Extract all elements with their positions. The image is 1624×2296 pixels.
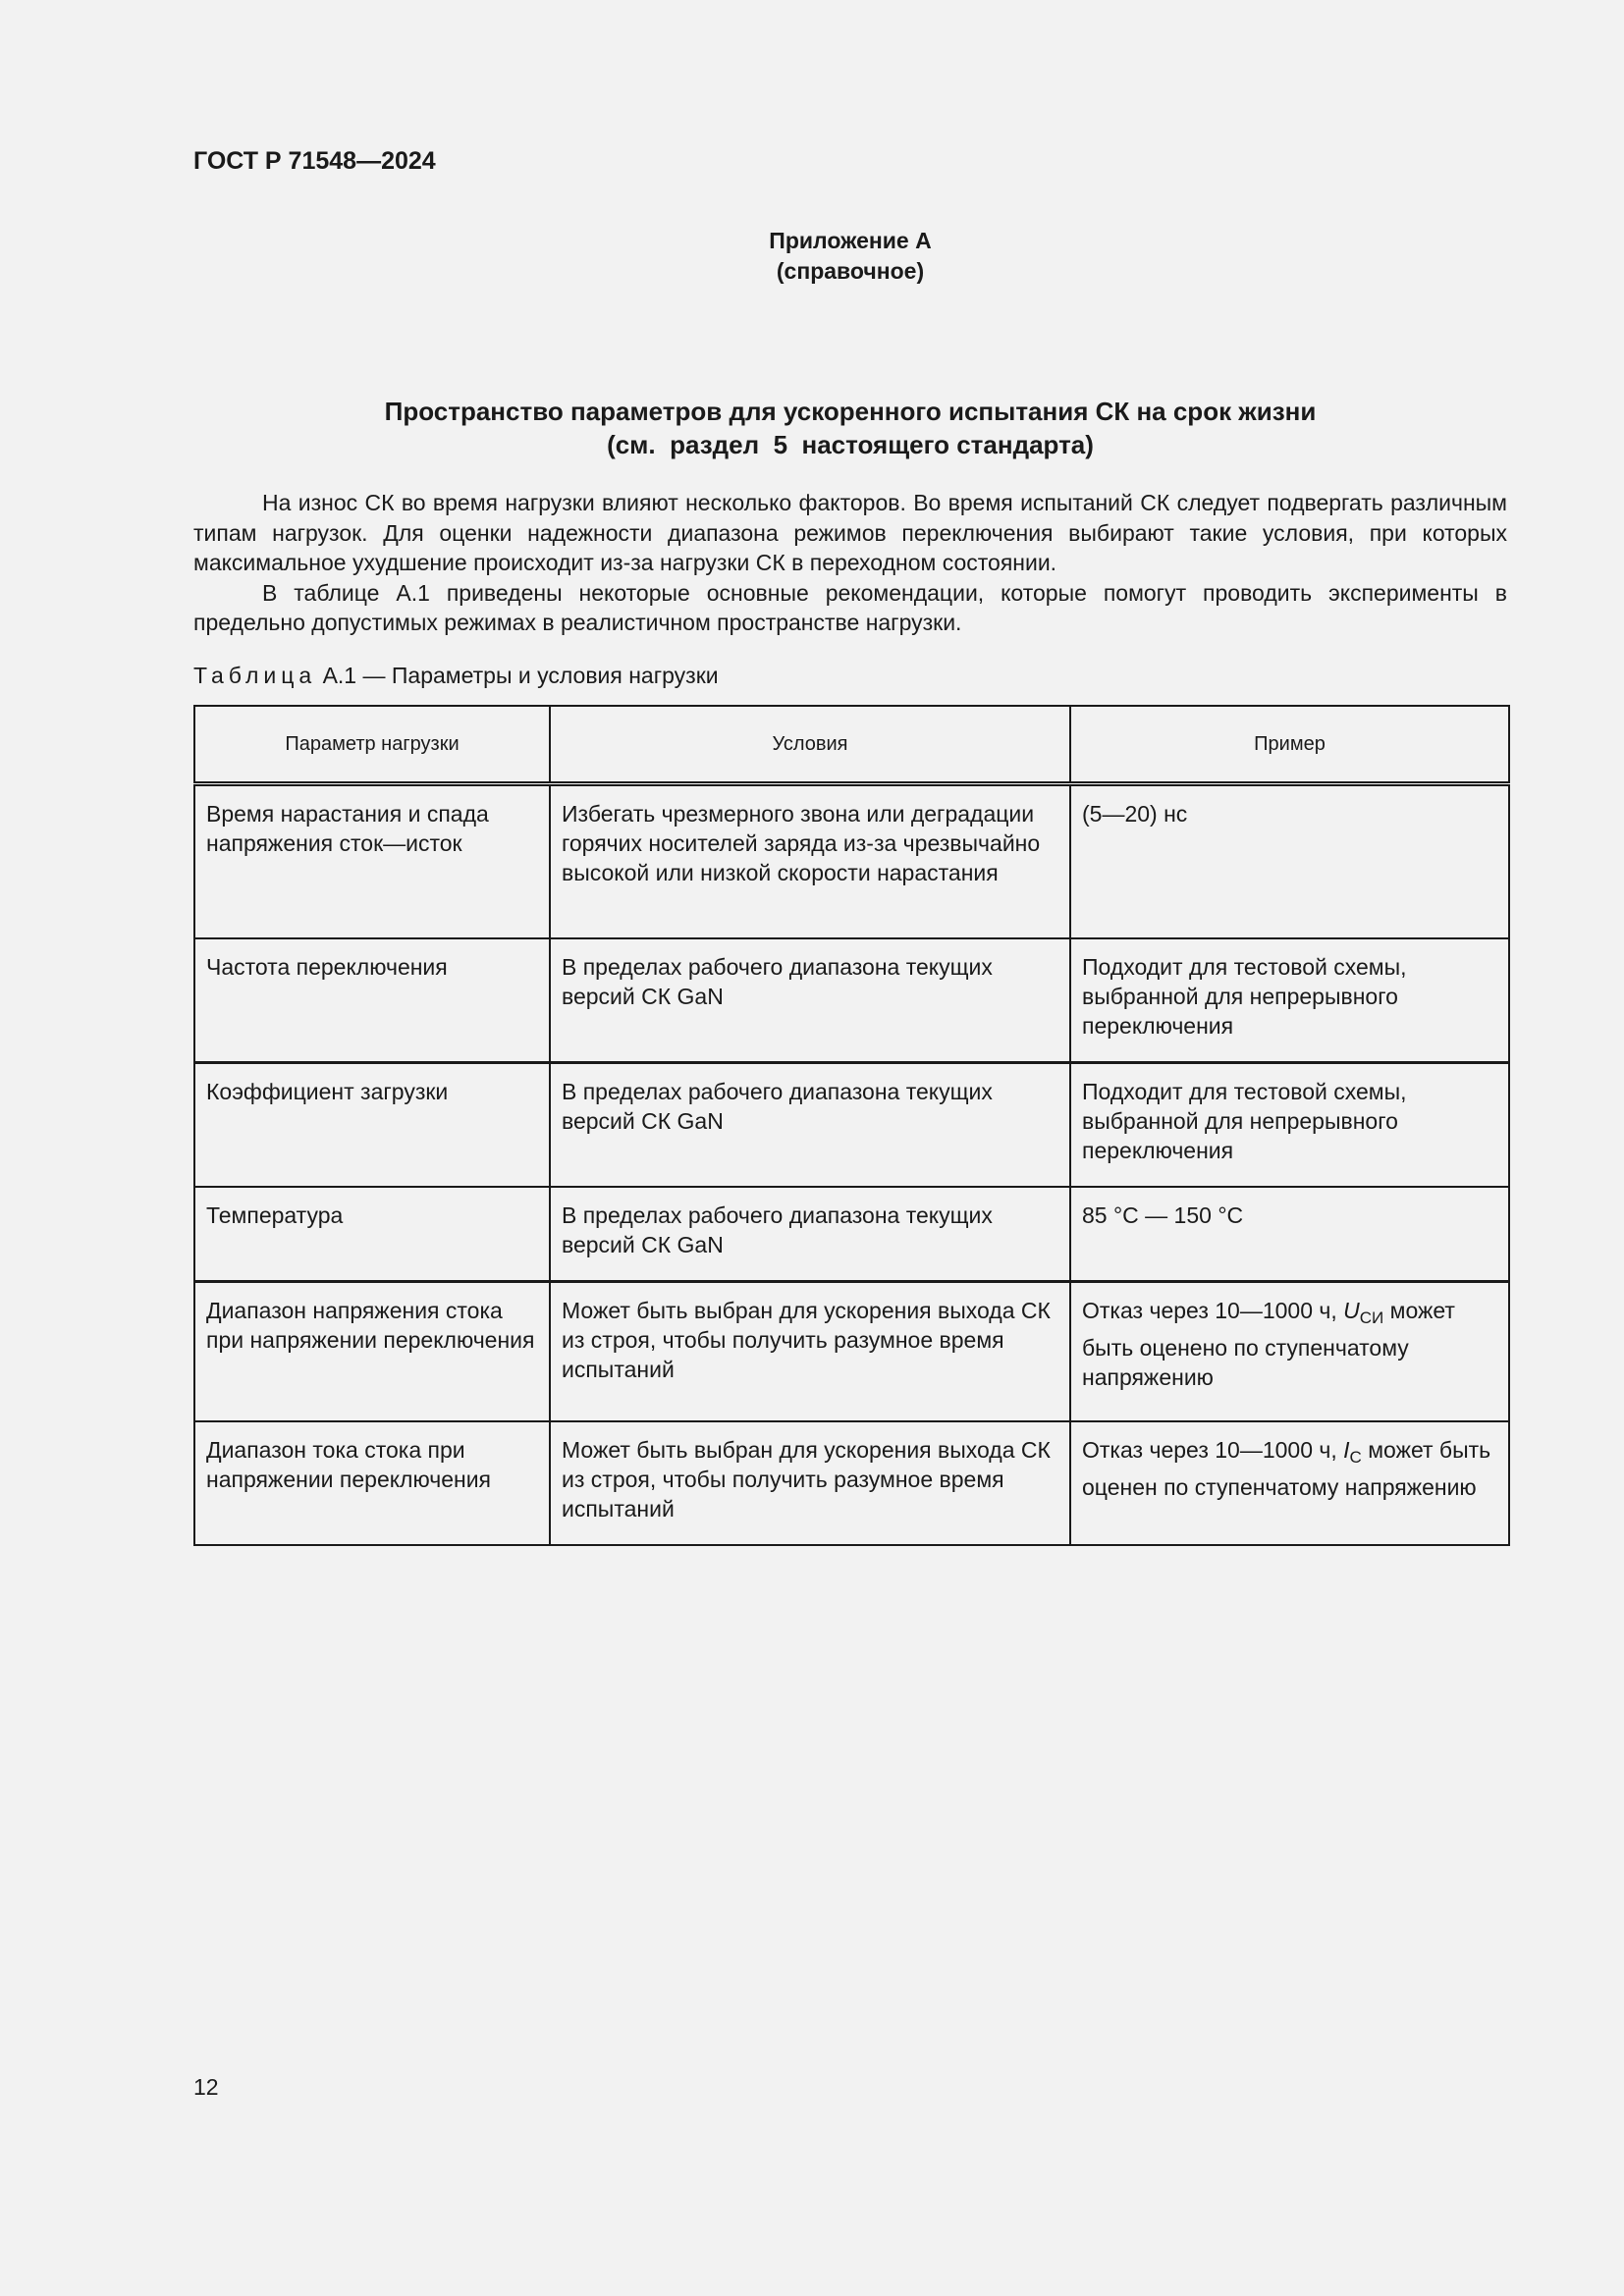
title-line-2: (см. раздел 5 настоящего стандарта) (607, 430, 1094, 459)
example-text-before: Отказ через 10—1000 ч, (1082, 1437, 1344, 1463)
table-cell: Избегать чрезмерного звона или деградации горячих носителей заряда из-за чрезвычайно высокой или низкой скорости нарастания (550, 784, 1070, 939)
column-header: Пример (1070, 706, 1509, 784)
body-text (193, 488, 1507, 638)
example-text-after: может быть оценен по ступенчатому напряжению (1082, 1437, 1491, 1500)
table-cell: Время нарастания и спада напряжения сток—исток (194, 784, 550, 939)
appendix-label: Приложение А (769, 228, 932, 253)
table-row (194, 1421, 1509, 1545)
table-cell: Диапазон тока стока при напряжении переключения (194, 1421, 550, 1545)
example-text-after: может быть оценено по ступенчатому напряжению (1082, 1298, 1455, 1390)
table-header-row (194, 706, 1509, 784)
current-subscript: С (1349, 1448, 1362, 1467)
table-row (194, 1282, 1509, 1422)
table-cell (1070, 1421, 1509, 1545)
table-row (194, 1063, 1509, 1188)
title-line-1: Пространство параметров для ускоренного испытания СК на срок жизни (384, 397, 1317, 426)
table-caption-text: А.1 — Параметры и условия нагрузки (322, 663, 719, 688)
appendix-type: (справочное) (776, 258, 925, 284)
voltage-subscript: СИ (1359, 1308, 1384, 1327)
appendix-title (193, 395, 1507, 461)
page-number: 12 (193, 2074, 219, 2100)
table-cell: Диапазон напряжения стока при напряжении переключения (194, 1282, 550, 1422)
table-cell: Может быть выбран для ускорения выхода СК из строя, чтобы получить разумное время испытаний (550, 1282, 1070, 1422)
table-cell: Подходит для тестовой схемы, выбранной для непрерывного переключения (1070, 1063, 1509, 1188)
table-cell: Температура (194, 1187, 550, 1282)
table-row (194, 1187, 1509, 1282)
paragraph: В таблице А.1 приведены некоторые основные рекомендации, которые помогут проводить эксперименты в предельно допустимых режимах в реалистичном пространстве нагрузки. (193, 579, 1507, 635)
appendix-heading (193, 226, 1507, 287)
column-header: Условия (550, 706, 1070, 784)
table-caption-prefix: Таблица (193, 663, 317, 688)
document-code: ГОСТ Р 71548—2024 (193, 147, 436, 175)
table-cell: Может быть выбран для ускорения выхода СК из строя, чтобы получить разумное время испытаний (550, 1421, 1070, 1545)
table-cell: Коэффициент загрузки (194, 1063, 550, 1188)
table-cell: 85 °С — 150 °С (1070, 1187, 1509, 1282)
table-caption (193, 663, 719, 689)
table-cell (1070, 1282, 1509, 1422)
parameters-table (193, 705, 1510, 1546)
table-row (194, 784, 1509, 939)
table-cell: В пределах рабочего диапазона текущих версий СК GaN (550, 938, 1070, 1063)
table-cell: (5—20) нс (1070, 784, 1509, 939)
example-text-before: Отказ через 10—1000 ч, (1082, 1298, 1344, 1323)
table-row (194, 938, 1509, 1063)
paragraph: На износ СК во время нагрузки влияют несколько факторов. Во время испытаний СК следует подвергать различным типам нагрузок. Для оценки надежности диапазона режимов переключения выбирают такие условия, при которых максимальное ухудшение происходит из-за нагрузки СК в переходном состоянии. (193, 490, 1507, 575)
column-header: Параметр нагрузки (194, 706, 550, 784)
voltage-symbol: U (1343, 1298, 1360, 1323)
table-cell: Подходит для тестовой схемы, выбранной для непрерывного переключения (1070, 938, 1509, 1063)
table-cell: Частота переключения (194, 938, 550, 1063)
current-symbol: I (1343, 1437, 1350, 1463)
table-cell: В пределах рабочего диапазона текущих версий СК GaN (550, 1063, 1070, 1188)
table-cell: В пределах рабочего диапазона текущих версий СК GaN (550, 1187, 1070, 1282)
